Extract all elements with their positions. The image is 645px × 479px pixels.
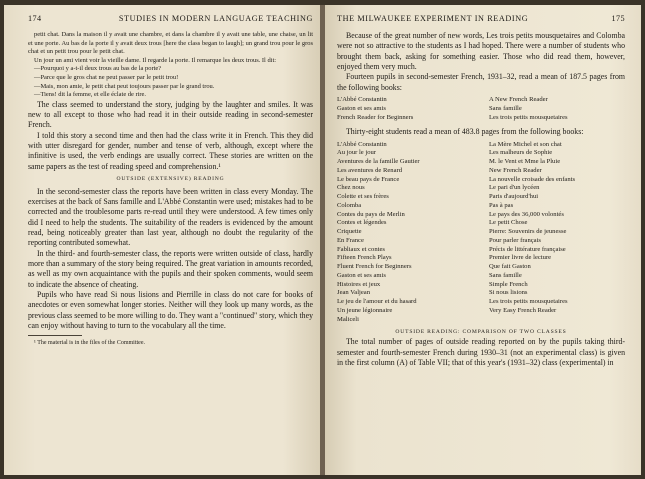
footnote-rule: [28, 335, 82, 336]
right-running-title: THE MILWAUKEE EXPERIMENT IN READING: [337, 14, 529, 23]
book-title: Aventures de la famille Gautier: [337, 158, 420, 166]
book-title: Pierre: Souvenirs de jeunesse: [489, 228, 567, 236]
left-body-text: [28, 100, 313, 332]
right-body-text: [337, 31, 625, 93]
dialogue-line: —Parce que le gros chat ne peut passer par le petit trou!: [34, 73, 179, 81]
book-title: A New French Reader: [489, 96, 548, 104]
paragraph: Pupils who have read Si nous lisions and Pierrille in class do not care for books of anecdotes or even somewhat longer stories. Neither will they look up many words, as the previous class seemed to be more willing to do. They want a "continued" story, which they can enjoy without having to turn to the vocabulary all the time.: [28, 289, 313, 330]
book-title: Les aventures de Renard: [337, 166, 402, 174]
book-title: M. le Vent et Mme la Pluie: [489, 158, 561, 166]
paragraph: I told this story a second time and then had the class write it in French. This they did with utter disregard for gender, number and tense of verb, although, except where the infinitive is used, the verb endings are usually correct. These stories are written on the same papers as the test of reading speed and comprehension.¹: [28, 130, 313, 171]
dialogue-line: —Pourquoi y a-t-il deux trous au bas de la porte?: [34, 65, 162, 73]
paragraph: Thirty-eight students read a mean of 483.8 pages from the following books:: [346, 127, 584, 137]
book-title: Que fait Gaston: [489, 263, 531, 271]
right-body-text: [337, 127, 625, 137]
book-title: Chez nous: [337, 184, 365, 192]
book-list-column: [489, 141, 625, 325]
book-title: Jean Valjean: [337, 289, 371, 297]
right-page: [325, 5, 641, 475]
book-title: En France: [337, 236, 364, 244]
book-title: Précis de littérature française: [489, 245, 566, 253]
book-spread: [4, 5, 641, 475]
book-title: Fabliaux et contes: [337, 245, 385, 253]
paragraph: Because of the great number of new words, Les trois petits mousquetaires and Colomba were not so attractive to the students as I had hoped. There were a number of students who brought them back, asking for something easier. Those who did read them, however, enjoyed them very much.: [337, 31, 625, 72]
left-running-title: STUDIES IN MODERN LANGUAGE TEACHING: [118, 14, 313, 23]
book-title: La nouvelle croisade des enfants: [489, 175, 576, 183]
book-title: Very Easy French Reader: [489, 306, 557, 314]
book-title: Le pays des 36,000 volontés: [489, 210, 564, 218]
dialogue-line: —Tiens! dit la femme, et elle éclate de rire.: [34, 91, 147, 99]
book-title: Les trois petits mousquetaires: [489, 298, 568, 306]
book-list-third-fourth-semester: [337, 141, 625, 325]
left-page-number: 174: [28, 14, 42, 23]
book-title: Gaston et ses amis: [337, 271, 386, 279]
right-page-number: 175: [611, 14, 625, 23]
book-title: Le petit Chose: [489, 219, 528, 227]
paragraph: In the third- and fourth-semester class, the reports were written outside of class, hardly more than a summary of the story being required. The great variation in amounts recorded, as well as my own acquaintance with the pupils and their spoken comments, would seem to indicate the absence of cheating.: [28, 248, 313, 289]
dialogue-line: —Mais, mon amie, le petit chat peut toujours passer par le grand trou.: [34, 82, 215, 90]
book-title: L'Abbé Constantin: [337, 140, 387, 148]
book-title: Contes et légendes: [337, 219, 387, 227]
section-heading: OUTSIDE READING: COMPARISON OF TWO CLASSES: [395, 329, 567, 336]
book-title: Contes du pays de Merlin: [337, 210, 405, 218]
book-title: Colette et ses frères: [337, 193, 389, 201]
book-title: Si nous lisions: [489, 289, 528, 297]
right-body-text: [337, 337, 625, 368]
book-title: Le jeu de l'amour et du hasard: [337, 298, 417, 306]
paragraph: In the second-semester class the reports have been written in class every Monday. The exercises at the back of Sans famille and L'Abbé Constantin were used; mistakes had to be corrected and the troublesome parts re-read until they were understood. A few times only did I need to help the students. The suitability of the readers is evidenced by the amount read, being noticeably greater than last year, although no doubt the regularity of the reporting contributed somewhat.: [28, 186, 313, 248]
book-title: New French Reader: [489, 166, 542, 174]
book-title: Sans famille: [489, 271, 522, 279]
book-list-second-semester: [337, 96, 625, 122]
story-dialogue: [28, 65, 313, 99]
left-page: [4, 5, 321, 475]
book-title: Premier livre de lecture: [489, 254, 552, 262]
paragraph: The class seemed to understand the story, judging by the laughter and smiles. It was new to all except to those who had read it in their outside reading in second-semester French.: [28, 99, 313, 130]
book-list-column: [337, 141, 489, 325]
book-title: Sans famille: [489, 104, 522, 112]
book-title: Pas à pas: [489, 201, 514, 209]
book-title: Fifteen French Plays: [337, 254, 392, 262]
book-list-column: [337, 96, 489, 122]
footnote: ¹ The material is in the files of the Committee.: [34, 340, 145, 347]
story-line: petit chat. Dans la maison il y avait une chambre, et dans la chambre il y avait une table, une chaise, un lit et une porte. Au bas de la porte il y avait deux trous [here the class began to laugh]; un grand trou pour le gros chat et un petit trou pour le petit chat.: [28, 31, 313, 56]
right-running-header: [337, 14, 625, 23]
paragraph: The total number of pages of outside reading reported on by the pupils taking third-semester and fourth-semester French during 1930–31 (not an experimental class) is given in the first column (A) of Table VII; that of this year's (1931–32) class (experimental) in: [337, 337, 625, 368]
book-title: L'Abbé Constantin: [337, 96, 387, 104]
book-title: Simple French: [489, 280, 528, 288]
book-title: Pour parler français: [489, 236, 541, 244]
book-title: Le pari d'un lycéen: [489, 184, 540, 192]
book-title: French Reader for Beginners: [337, 113, 414, 121]
section-heading: OUTSIDE (EXTENSIVE) READING: [116, 176, 225, 183]
book-title: Maliceli: [337, 315, 359, 323]
book-title: Un jeune légionnaire: [337, 306, 393, 314]
left-running-header: [28, 14, 313, 23]
book-title: Gaston et ses amis: [337, 104, 386, 112]
book-list-column: [489, 96, 625, 122]
book-title: Fluent French for Beginners: [337, 263, 412, 271]
book-title: Les malheurs de Sophie: [489, 149, 553, 157]
paragraph: Fourteen pupils in second-semester French, 1931–32, read a mean of 187.5 pages from the following books:: [337, 72, 625, 92]
book-title: Paris d'aujourd'hui: [489, 193, 539, 201]
story-text: [28, 31, 313, 100]
book-title: Histoires et jeux: [337, 280, 381, 288]
book-title: Colomba: [337, 201, 362, 209]
story-line: Un jour un ami vient voir la vieille dame. Il regarde la porte. Il remarque les deux trous. Il dit:: [34, 56, 277, 64]
book-title: La Mère Michel et son chat: [489, 140, 562, 148]
book-title: Criquette: [337, 228, 362, 236]
book-title: Le beau pays de France: [337, 175, 400, 183]
book-title: Les trois petits mousquetaires: [489, 113, 568, 121]
book-title: Au jour le jour: [337, 149, 377, 157]
